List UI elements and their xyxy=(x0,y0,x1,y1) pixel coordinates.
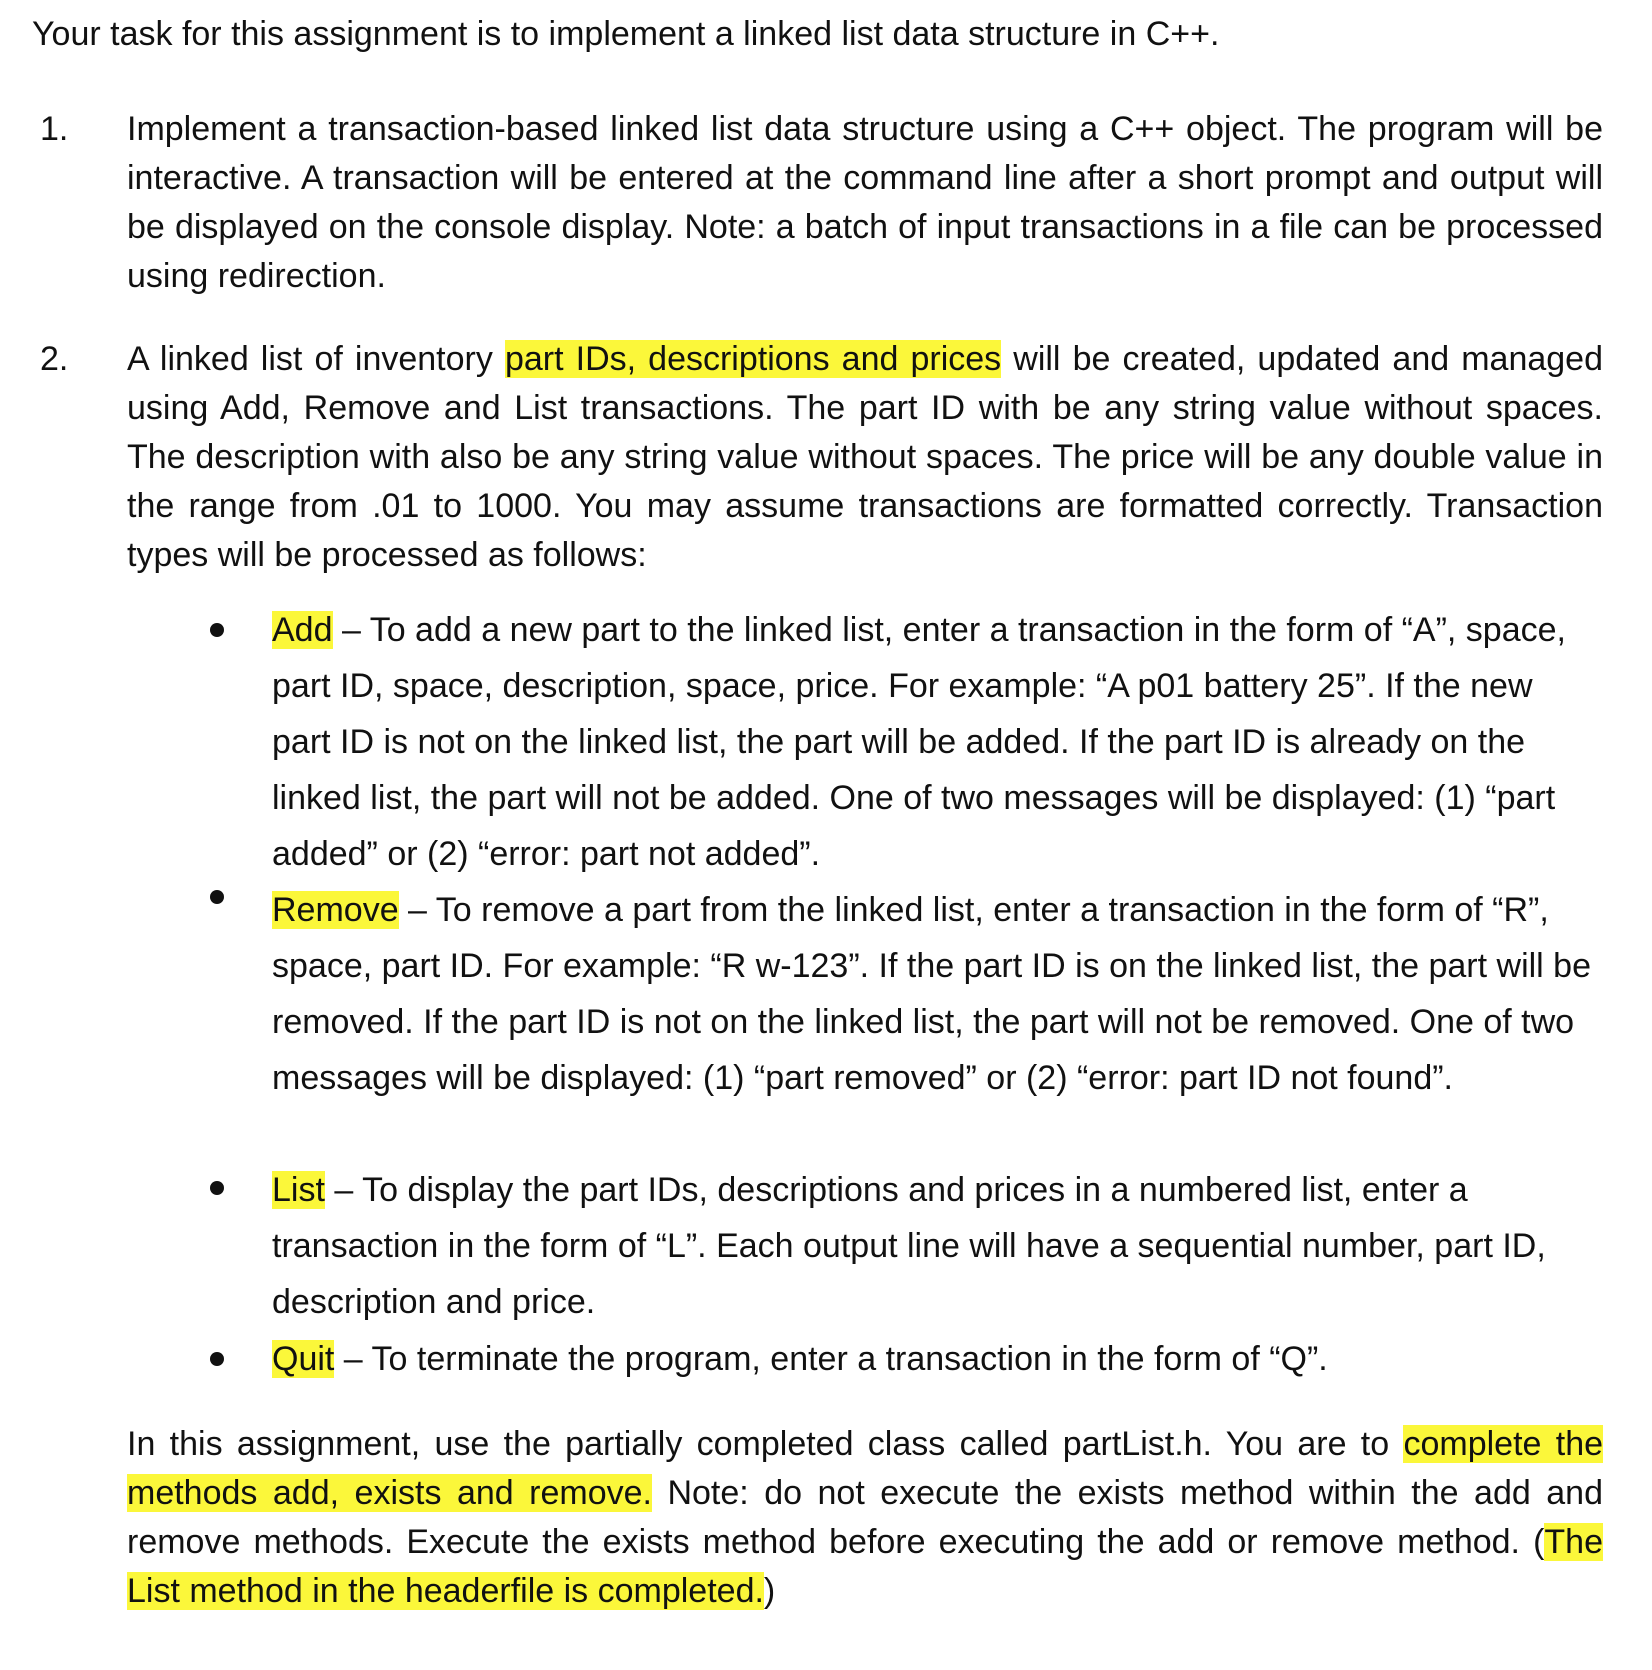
item-2-paragraph xyxy=(127,335,1603,580)
item-1-number: 1. xyxy=(40,110,69,148)
bullet-keyword-quit: Quit xyxy=(272,1340,335,1378)
item-2-highlight: part IDs, descriptions and prices xyxy=(504,340,1002,378)
bullet-keyword-remove: Remove xyxy=(272,891,399,929)
closing-highlight-list-method: The List method in the headerfile is completed. xyxy=(127,1523,1603,1610)
item-2-text-post: will be created, updated and managed using Add, Remove and List transactions. The part ID with be any string value without spaces. The description with also be any string value without spaces. The price will be any double value in the range from .01 to 1000. You may assume transactions are formatted correctly. Transaction types will be processed as follows: xyxy=(127,340,1603,574)
bullet-remove xyxy=(272,882,1592,1106)
bullet-text-quit: – To terminate the program, enter a transaction in the form of “Q”. xyxy=(334,1340,1328,1378)
item-1-paragraph: Implement a transaction-based linked list data structure using a C++ object. The program will be interactive. A transaction will be entered at the command line after a short prompt and output will be displayed on the console display. Note: a batch of input transactions in a file can be processed using redirection. xyxy=(127,110,1603,295)
bullet-icon xyxy=(210,623,224,637)
closing-text-mid: Note: do not execute the exists method within the add and remove methods. Execute the exists method before executing the add or remove method. ( xyxy=(127,1474,1603,1561)
intro-sentence: Your task for this assignment is to implement a linked list data structure in C++. xyxy=(32,15,1220,53)
bullet-text-remove: – To remove a part from the linked list, enter a transaction in the form of “R”, space, part ID. For example: “R w-123”. If the part ID is on the linked list, the part will be removed. If the part ID is not on the linked list, the part will not be removed. One of two messages will be displayed: (1) “part removed” or (2) “error: part ID not found”. xyxy=(272,891,1591,1097)
bullet-icon xyxy=(210,890,224,904)
bullet-text-add: – To add a new part to the linked list, enter a transaction in the form of “A”, space, part ID, space, description, space, price. For example: “A p01 battery 25”. If the new part ID is not on the linked list, the part will be added. If the part ID is already on the linked list, the part will not be added. One of two messages will be displayed: (1) “part added” or (2) “error: part not added”. xyxy=(272,611,1566,873)
bullet-icon xyxy=(210,1352,224,1366)
bullet-keyword-add: Add xyxy=(272,611,333,649)
closing-text-pre: In this assignment, use the partially completed class called partList.h. You are to xyxy=(127,1425,1404,1463)
closing-paragraph xyxy=(127,1420,1603,1616)
bullet-add xyxy=(272,602,1592,882)
item-2-number: 2. xyxy=(40,340,69,378)
item-2-text-pre: A linked list of inventory xyxy=(127,340,505,378)
bullet-icon xyxy=(210,1181,224,1195)
bullet-text-list: – To display the part IDs, descriptions and prices in a numbered list, enter a transaction in the form of “L”. Each output line will have a sequential number, part ID, description and price. xyxy=(272,1171,1546,1321)
closing-text-post: ) xyxy=(763,1572,776,1610)
closing-highlight-methods: complete the methods add, exists and remove. xyxy=(127,1425,1604,1512)
bullet-keyword-list: List xyxy=(272,1171,325,1209)
bullet-quit xyxy=(272,1331,1592,1387)
bullet-list xyxy=(272,1162,1592,1330)
